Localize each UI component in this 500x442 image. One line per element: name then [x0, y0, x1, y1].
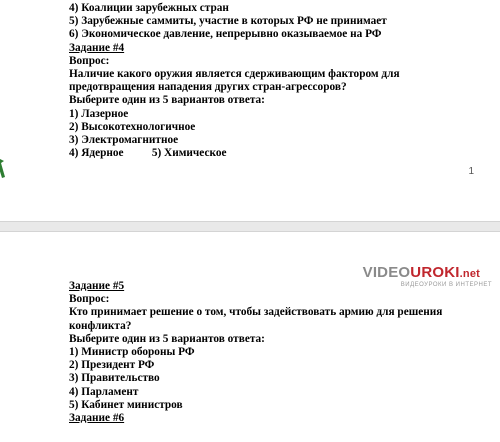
page-2-text: [69, 280, 442, 425]
watermark-subtitle: ВИДЕОУРОКИ В ИНТЕРНЕТ: [400, 282, 492, 288]
text-line: Вопрос:: [69, 293, 110, 306]
page-separator: [0, 221, 500, 232]
text-line: 4) Парламент: [69, 385, 139, 398]
text-line: предотвращения нападения других стран-агрессоров?: [69, 81, 347, 94]
text-line: конфликта?: [69, 319, 132, 332]
text-line: 1) Лазерное: [69, 107, 129, 120]
text-line: Кто принимает решение о том, чтобы задействовать армию для решения: [69, 306, 443, 319]
text-line: Наличие какого оружия является сдерживающим фактором для: [69, 68, 400, 81]
task-heading: Задание #6: [69, 412, 125, 425]
text-line: 5) Зарубежные саммиты, участие в которых РФ не принимает: [69, 15, 387, 28]
page-1-text: [69, 2, 400, 160]
pin-icon: [0, 157, 6, 179]
videouroki-watermark-logo: VIDEOUROKI.net: [362, 264, 480, 281]
text-line: 2) Президент РФ: [69, 359, 155, 372]
page-number: 1: [468, 166, 474, 177]
text-line: 3) Правительство: [69, 372, 160, 385]
text-line: 4) Коалиции зарубежных стран: [69, 2, 229, 14]
text-line: 4) Ядерное 5) Химическое: [69, 147, 227, 160]
task-heading: Задание #5: [69, 280, 125, 292]
text-line: 6) Экономическое давление, непрерывно оказываемое на РФ: [69, 28, 382, 41]
text-line: Выберите один из 5 вариантов ответа:: [69, 332, 265, 345]
text-line: Вопрос:: [69, 54, 110, 67]
text-line: 5) Кабинет министров: [69, 398, 183, 411]
text-line: 3) Электромагнитное: [69, 134, 179, 147]
task-heading: Задание #4: [69, 41, 125, 54]
text-line: 2) Высокотехнологичное: [69, 120, 196, 133]
text-line: 1) Министр обороны РФ: [69, 346, 195, 359]
text-line: Выберите один из 5 вариантов ответа:: [69, 94, 265, 107]
document-page-2: [0, 232, 500, 442]
